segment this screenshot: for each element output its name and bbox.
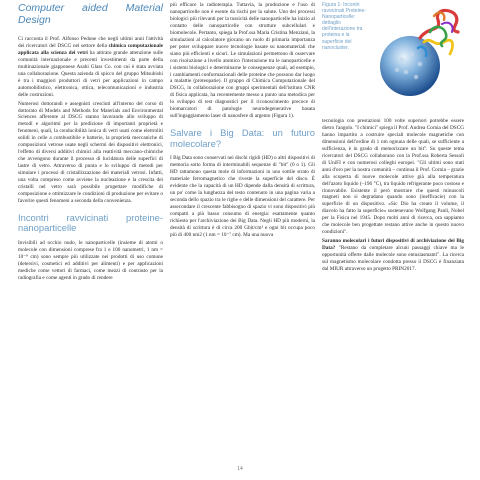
paragraph-6: tecnologia con prestazioni 100 volte superiori potrebbe essere dietro l'angolo. "I chimici" spiega il Prof. Andrea Cornia del DSCG hanno impartito a costruire speciali molecole magnetiche con dimensioni dell'ordine di 1 nm ognuna delle quali, se sufficiente a sufficienza, è in grado di memorizzare un bit". Su queste tema ricercatori del DSCG collaborano con la Prof.ssa Roberta Sessoli di UniFI e con numerosi colleghi europei. "Gli ultimi sono stati anni d'oro per la nostra comunità – continua il Prof. Cornia – grazie alla scoperta di nuove molecole attive già alla temperatura dell'azoto liquido (–196 °C), tra liquido refrigerante poco costoso e rinnovabile. Esistente il però mostrare che questi minuscoli magneti non si degradano quando sono (inefficacie) con la superficie di un dispositivo. «Sic Dio ha creato il volume, il diavolo ha fatto la superficie» sostenevano Wolfgang Pauli, Nobel per la Fisica nel 1945. Dopo molti anni di ricerca, ora sappiamo che molecole ben progettate restano attive anche in questo nuovo condizioni". [322, 118, 464, 236]
intro-paragraph [18, 36, 163, 99]
question-bold: Saranno molecolari i futuri dispositivi di archiviazione dei Big Data? [322, 238, 464, 252]
page-number: 14 [237, 466, 243, 472]
section-heading-bigdata: Salvare i Big Data: un futuro molecolare? [170, 127, 315, 149]
protein-nanocluster-figure [372, 2, 464, 102]
paragraph-4: più efficace la radioterapia. Tuttavia, la produzione e l'uso di nanoparticelle non è esente da rischi per la salute. Uno dei processi biologici più rilevanti per la tossicità delle nanoparticelle ha inizio al contatto delle nanoparticelle con strutture subcellulari e biomolecole. Pertanto, spiega la Prof.ssa Maria Cristina Menziani, la simulazioni al calcolatore giocano un ruolo di primaria importanza per poter sviluppare nuove tecnologie basate su nanomateriali che siano più efficienti e sicuri. Le simulazioni permettono di osservare con risoluzione a livello atomico l'interazione tra le nanoparticelle e i sistemi biologici e determinarne le conseguenze quali, ad esempio, i cambiamenti conformazionali delle proteine che possono dar luogo a malattie (proteopatie). Il gruppo di Chimica Computazionale del DSCG, in collaborazione con gruppi sperimentali dell'istituto CNR di fisica applicata, ha recentemente messo a punto una metodica per lo sviluppo di test diagnostici per il riconoscimento precoce di biomarcatori di patologie neurodegenerative basata sull'ingaggiamento laser di nanosfere di argento (Figura 1). [170, 2, 315, 120]
figure-caption: Figura 1: Incontri ravvicinati Proteine-Nanoparticelle: dettaglio dell'interazione tra proteina e la superficie del nanocluster. [322, 2, 366, 51]
nanocluster-sphere [380, 36, 440, 96]
paragraph-2: Numerosi dottorandi e assegnisti cresciuti all'interno del corso di dottorato di Models and Methods for Materials and Environmental Sciences afferente al DSCG stanno lavorando allo sviluppo di metodi e algoritmi per la predizione di importanti proprietà e fenomeni, quali, la conducibilità ionica di vetri usati come elettroliti solidi in celle a combustibile e batterie, la proprietà meccaniche di composizioni vetrose usate negli schermi dei dispositivi elettronici, l'effetto di diversi additivi chimici alla reattività meccano-chimiche che avvengono durante il processo di lucidatura delle superfici di lastre di vetro. Attraverso di punta e lo sviluppo di metodi per simulare i processi di cristallizzazione dei materiali vetrosi. Infatti, una volta compreso come avviene la nucleazione e la crescita dei cristalli nel vetro sarà possibile progettare modifiche di composizione e ottimizzare le condizioni di produzione per evitare o favorire questi fenomeni a seconda della convenienza. [18, 100, 163, 204]
question-answer: "Restano da completare alcuni passaggi chiave ma le opportunità offerte dalle molecole sono entusiasmanti". La ricerca sul magnetismo molecolare condotta presso il DSCG è finanziata dal MIUR attraverso un progetto PRIN2017. [322, 245, 464, 273]
section-heading-nanoparticles: Incontri ravvicinati proteine-nanoparticelle [18, 211, 163, 234]
paragraph-7 [322, 238, 464, 273]
intro-bold-text: chimica computazionale applicata alla scienza dei vetri [18, 42, 163, 56]
article-title: Computer aided Material Design [18, 2, 163, 26]
column-right [322, 118, 464, 273]
column-left [18, 2, 163, 284]
column-middle [170, 2, 315, 241]
intro-text-a: Ci racconta il Prof. Alfonso Pedone che negli ultimi anni l'attività dei ricercatori del DSCG nel settore della [18, 36, 163, 49]
intro-text-b: ha attirato grande attenzione sulle comunità internazionale e precenti investimenti da parte della multinazionale giapponese Asahi Glass Co. con cui è stata avviata una collaborazione. Questa azienda di spicco del gruppo Mitsubishi è tra i maggiori produttori di vetri per applicazioni in campo automobilistico, elettronica, ottica, telecomunicazioni e industria delle costruzioni. [18, 49, 163, 98]
paragraph-3: Invisibili ad occhio nudo, le nanoparticelle (insieme di atomi o molecole con dimensioni comprese fra 1 e 100 nanometri, 1 nm = 10⁻⁹ cm) sono sempre più utilizzate nei prodotti di uso comune (detersivi, cosmetici ed additivi per alimenti) e per applicazioni mediche come vettori di farmaci, come mezzi di contrasto per la radiografia e come agenti in grado di rendere [18, 240, 163, 281]
paragraph-5: I Big Data sono conservati nei dischi rigidi (HD) o altri dispositivi di memoria sotto forma di interminabili sequenze di "bit" (0 o 1). Gli HD rattamono questa mole di informazioni in uno sottile strato di materiale ferromagnetico che riveste la superficie del disco. È evidente che la capacità di un HD dipende dalla densità di scrittura, un po' come la lunghezza del testo contenuto in una pagina varia a seconda dello spazio tra le righe e delle dimensioni del carattere. Per assecondare il crescente fabbisogno di spazio vi sono dispositivi più compatti a più basso consumo di energia: esattamente quanto richiesto per l'archiviazione dei Big Data. Negli HD più moderni, la densità di scrittura è di circa 200 Gbit/cm² e ogni bit occupa poco più di 400 nm2 (1 nm = 10⁻⁷ cm). Ma una nuova [170, 155, 315, 238]
protein-ribbon [418, 10, 458, 56]
